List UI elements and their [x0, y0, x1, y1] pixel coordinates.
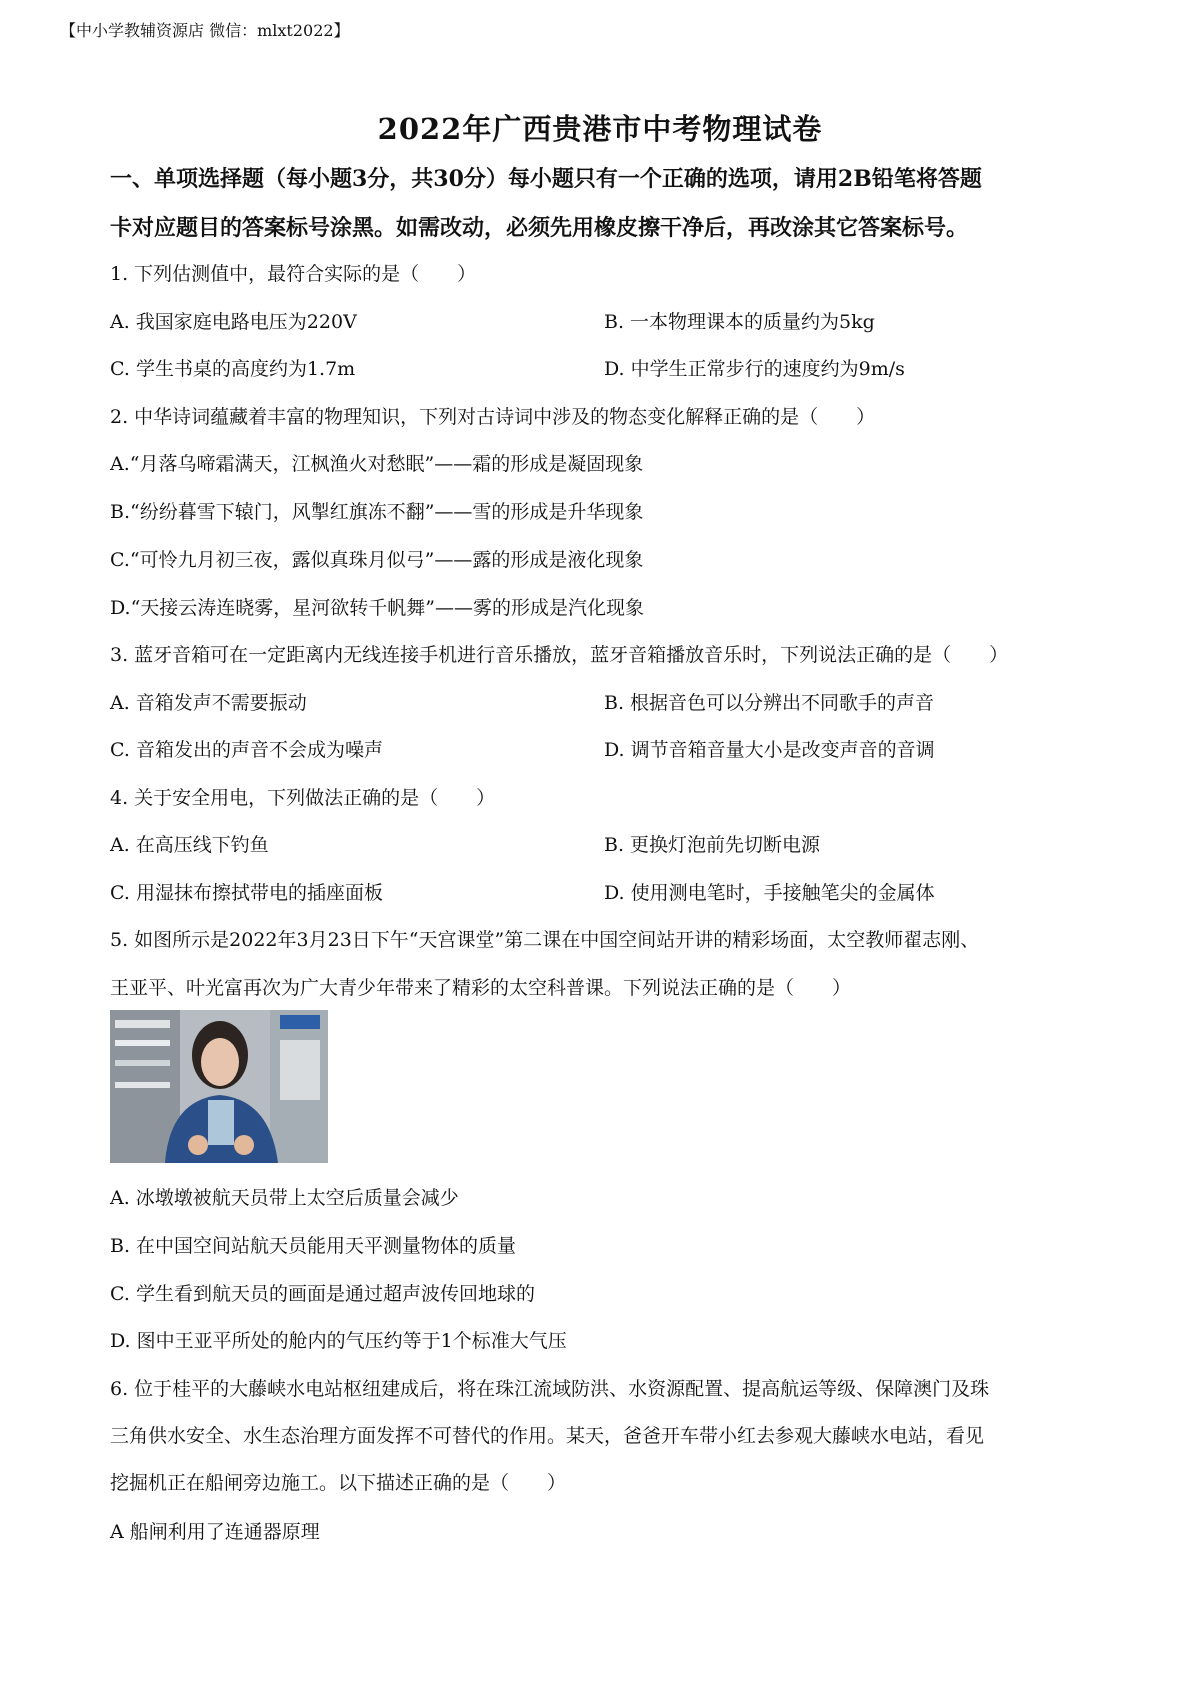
- q6-stem-line3: 挖掘机正在船闸旁边施工。以下描述正确的是（ ）: [110, 1472, 567, 1494]
- q5-stem-line1: 5. 如图所示是2022年3月23日下午“天宫课堂”第二课在中国空间站开讲的精彩场面，太空教师翟志刚、: [110, 929, 980, 951]
- section-instructions-line1: 一、单项选择题（每小题3分，共30分）每小题只有一个正确的选项，请用2B铅笔将答题: [110, 166, 982, 192]
- q1-option-d: D. 中学生正常步行的速度约为9m/s: [604, 358, 905, 380]
- q2-option-a: A.“月落乌啼霜满天，江枫渔火对愁眠”——霜的形成是凝固现象: [110, 453, 644, 475]
- space-classroom-illustration: [110, 1010, 328, 1163]
- q4-option-d: D. 使用测电笔时，手接触笔尖的金属体: [604, 882, 935, 904]
- q2-option-d: D.“天接云涛连晓雾，星河欲转千帆舞”——雾的形成是汽化现象: [110, 597, 645, 619]
- q1-stem: 1. 下列估测值中，最符合实际的是（ ）: [110, 263, 477, 285]
- q3-option-d: D. 调节音箱音量大小是改变声音的音调: [604, 739, 935, 761]
- q4-option-a: A. 在高压线下钓鱼: [110, 834, 269, 856]
- q2-stem: 2. 中华诗词蕴藏着丰富的物理知识，下列对古诗词中涉及的物态变化解释正确的是（ ）: [110, 406, 876, 428]
- q3-stem: 3. 蓝牙音箱可在一定距离内无线连接手机进行音乐播放，蓝牙音箱播放音乐时，下列说法正确的是（ ）: [110, 644, 1009, 666]
- q6-option-a: A 船闸利用了连通器原理: [110, 1521, 320, 1543]
- q5-option-b: B. 在中国空间站航天员能用天平测量物体的质量: [110, 1235, 517, 1257]
- q2-option-b: B.“纷纷暮雪下辕门，风掣红旗冻不翻”——雪的形成是升华现象: [110, 501, 644, 523]
- q5-stem-line2: 王亚平、叶光富再次为广大青少年带来了精彩的太空科普课。下列说法正确的是（ ）: [110, 977, 852, 999]
- q3-option-c: C. 音箱发出的声音不会成为噪声: [110, 739, 383, 761]
- page-title: 2022年广西贵港市中考物理试卷: [377, 112, 823, 146]
- q3-option-b: B. 根据音色可以分辨出不同歌手的声音: [604, 692, 935, 714]
- watermark-header: 【中小学教辅资源店 微信：mlxt2022】: [60, 21, 350, 40]
- space-classroom-photo: [110, 1010, 328, 1163]
- q2-option-c: C.“可怜九月初三夜，露似真珠月似弓”——露的形成是液化现象: [110, 549, 644, 571]
- q6-stem-line2: 三角供水安全、水生态治理方面发挥不可替代的作用。某天，爸爸开车带小红去参观大藤峡水电站，看见: [110, 1425, 985, 1447]
- q4-option-b: B. 更换灯泡前先切断电源: [604, 834, 821, 856]
- q4-option-c: C. 用湿抹布擦拭带电的插座面板: [110, 882, 383, 904]
- q3-option-a: A. 音箱发声不需要振动: [110, 692, 307, 714]
- q4-stem: 4. 关于安全用电，下列做法正确的是（ ）: [110, 787, 496, 809]
- q5-option-a: A. 冰墩墩被航天员带上太空后质量会减少: [110, 1187, 459, 1209]
- q6-stem-line1: 6. 位于桂平的大藤峡水电站枢纽建成后，将在珠江流域防洪、水资源配置、提高航运等级、保障澳门及珠: [110, 1378, 990, 1400]
- q5-option-c: C. 学生看到航天员的画面是通过超声波传回地球的: [110, 1283, 535, 1305]
- q1-option-c: C. 学生书桌的高度约为1.7m: [110, 358, 356, 380]
- q1-option-b: B. 一本物理课本的质量约为5kg: [604, 311, 875, 333]
- q5-option-d: D. 图中王亚平所处的舱内的气压约等于1个标准大气压: [110, 1330, 567, 1352]
- q1-option-a: A. 我国家庭电路电压为220V: [110, 311, 357, 333]
- section-instructions-line2: 卡对应题目的答案标号涂黑。如需改动，必须先用橡皮擦干净后，再改涂其它答案标号。: [110, 215, 969, 241]
